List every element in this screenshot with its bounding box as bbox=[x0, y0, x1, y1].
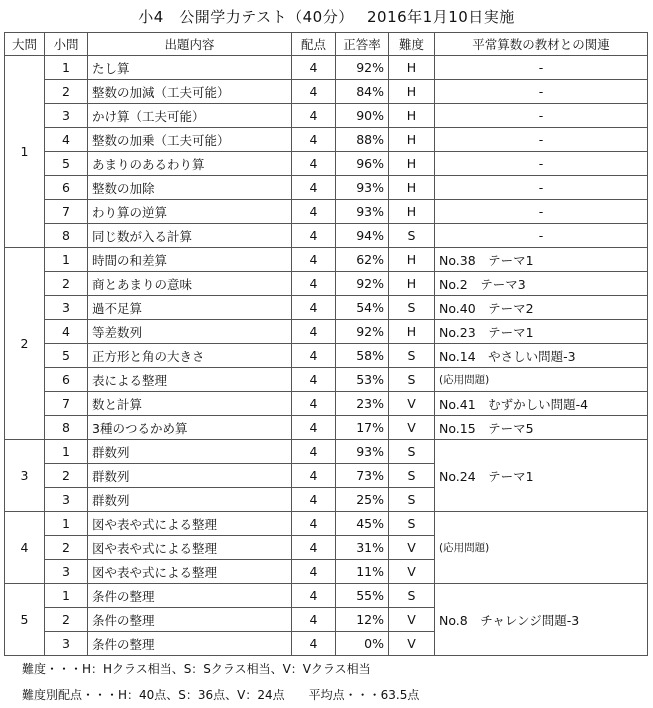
header-relation: 平常算数の教材との関連 bbox=[435, 33, 648, 56]
big-question-number: 1 bbox=[5, 56, 45, 248]
points-cell: 4 bbox=[292, 536, 336, 560]
relation-cell: No.41 むずかしい問題-4 bbox=[435, 392, 648, 416]
small-question-number: 2 bbox=[45, 608, 88, 632]
question-content: 表による整理 bbox=[88, 368, 292, 392]
correct-rate-cell: 11% bbox=[336, 560, 389, 584]
small-question-number: 6 bbox=[45, 368, 88, 392]
points-cell: 4 bbox=[292, 392, 336, 416]
table-row bbox=[5, 368, 648, 392]
relation-cell: No.15 テーマ5 bbox=[435, 416, 648, 440]
points-cell: 4 bbox=[292, 416, 336, 440]
question-content: 群数列 bbox=[88, 440, 292, 464]
question-content: 図や表や式による整理 bbox=[88, 536, 292, 560]
difficulty-cell: H bbox=[389, 176, 435, 200]
small-question-number: 4 bbox=[45, 320, 88, 344]
points-cell: 4 bbox=[292, 152, 336, 176]
correct-rate-cell: 93% bbox=[336, 440, 389, 464]
difficulty-cell: H bbox=[389, 248, 435, 272]
points-cell: 4 bbox=[292, 128, 336, 152]
table-row bbox=[5, 80, 648, 104]
correct-rate-cell: 92% bbox=[336, 56, 389, 80]
question-content: 条件の整理 bbox=[88, 608, 292, 632]
difficulty-cell: H bbox=[389, 56, 435, 80]
small-question-number: 2 bbox=[45, 80, 88, 104]
table-row bbox=[5, 248, 648, 272]
question-content: 群数列 bbox=[88, 464, 292, 488]
relation-cell: No.14 やさしい問題-3 bbox=[435, 344, 648, 368]
small-question-number: 1 bbox=[45, 56, 88, 80]
small-question-number: 2 bbox=[45, 464, 88, 488]
correct-rate-cell: 12% bbox=[336, 608, 389, 632]
table-row bbox=[5, 416, 648, 440]
correct-rate-cell: 93% bbox=[336, 176, 389, 200]
big-question-number: 3 bbox=[5, 440, 45, 512]
header-small-question: 小問 bbox=[45, 33, 88, 56]
question-content: 過不足算 bbox=[88, 296, 292, 320]
correct-rate-cell: 73% bbox=[336, 464, 389, 488]
difficulty-cell: S bbox=[389, 224, 435, 248]
points-cell: 4 bbox=[292, 296, 336, 320]
small-question-number: 3 bbox=[45, 560, 88, 584]
points-cell: 4 bbox=[292, 512, 336, 536]
correct-rate-cell: 92% bbox=[336, 272, 389, 296]
table-row bbox=[5, 176, 648, 200]
difficulty-cell: H bbox=[389, 152, 435, 176]
points-cell: 4 bbox=[292, 224, 336, 248]
correct-rate-cell: 55% bbox=[336, 584, 389, 608]
small-question-number: 1 bbox=[45, 584, 88, 608]
difficulty-cell: S bbox=[389, 344, 435, 368]
difficulty-cell: H bbox=[389, 320, 435, 344]
correct-rate-cell: 17% bbox=[336, 416, 389, 440]
small-question-number: 2 bbox=[45, 272, 88, 296]
relation-cell: - bbox=[435, 224, 648, 248]
question-content: 整数の加除 bbox=[88, 176, 292, 200]
difficulty-cell: V bbox=[389, 536, 435, 560]
relation-cell: - bbox=[435, 200, 648, 224]
difficulty-cell: S bbox=[389, 296, 435, 320]
relation-cell: No.38 テーマ1 bbox=[435, 248, 648, 272]
points-cell: 4 bbox=[292, 440, 336, 464]
small-question-number: 5 bbox=[45, 344, 88, 368]
relation-cell: - bbox=[435, 128, 648, 152]
question-content: 3種のつるかめ算 bbox=[88, 416, 292, 440]
difficulty-cell: H bbox=[389, 200, 435, 224]
table-row bbox=[5, 392, 648, 416]
correct-rate-cell: 94% bbox=[336, 224, 389, 248]
correct-rate-cell: 45% bbox=[336, 512, 389, 536]
difficulty-cell: S bbox=[389, 512, 435, 536]
correct-rate-cell: 88% bbox=[336, 128, 389, 152]
header-big-question: 大問 bbox=[5, 33, 45, 56]
table-row bbox=[5, 320, 648, 344]
header-points: 配点 bbox=[292, 33, 336, 56]
small-question-number: 1 bbox=[45, 512, 88, 536]
question-content: 等差数列 bbox=[88, 320, 292, 344]
difficulty-cell: S bbox=[389, 488, 435, 512]
points-cell: 4 bbox=[292, 560, 336, 584]
small-question-number: 1 bbox=[45, 248, 88, 272]
difficulty-cell: S bbox=[389, 584, 435, 608]
points-cell: 4 bbox=[292, 464, 336, 488]
question-content: 群数列 bbox=[88, 488, 292, 512]
relation-cell: - bbox=[435, 176, 648, 200]
small-question-number: 1 bbox=[45, 440, 88, 464]
difficulty-legend: 難度・・・H：Hクラス相当、S：Sクラス相当、V：Vクラス相当 bbox=[22, 662, 371, 676]
correct-rate-cell: 23% bbox=[336, 392, 389, 416]
correct-rate-cell: 0% bbox=[336, 632, 389, 656]
correct-rate-cell: 25% bbox=[336, 488, 389, 512]
difficulty-cell: H bbox=[389, 272, 435, 296]
results-table bbox=[4, 32, 648, 656]
question-content: かけ算（工夫可能） bbox=[88, 104, 292, 128]
relation-cell: (応用問題) bbox=[435, 512, 648, 584]
points-cell: 4 bbox=[292, 488, 336, 512]
question-content: あまりのあるわり算 bbox=[88, 152, 292, 176]
question-content: 商とあまりの意味 bbox=[88, 272, 292, 296]
correct-rate-cell: 90% bbox=[336, 104, 389, 128]
big-question-number: 5 bbox=[5, 584, 45, 656]
small-question-number: 3 bbox=[45, 632, 88, 656]
question-content: 条件の整理 bbox=[88, 584, 292, 608]
points-cell: 4 bbox=[292, 176, 336, 200]
question-content: 時間の和差算 bbox=[88, 248, 292, 272]
table-row bbox=[5, 56, 648, 80]
header-correct-rate: 正答率 bbox=[336, 33, 389, 56]
correct-rate-cell: 54% bbox=[336, 296, 389, 320]
table-row bbox=[5, 584, 648, 608]
correct-rate-cell: 93% bbox=[336, 200, 389, 224]
relation-cell: (応用問題) bbox=[435, 368, 648, 392]
correct-rate-cell: 84% bbox=[336, 80, 389, 104]
correct-rate-cell: 96% bbox=[336, 152, 389, 176]
question-content: 同じ数が入る計算 bbox=[88, 224, 292, 248]
table-row bbox=[5, 440, 648, 464]
notes bbox=[22, 656, 419, 708]
correct-rate-cell: 53% bbox=[336, 368, 389, 392]
small-question-number: 3 bbox=[45, 104, 88, 128]
points-summary: 難度別配点・・・H：40点、S：36点、V：24点 平均点・・・63.5点 bbox=[22, 688, 420, 702]
small-question-number: 7 bbox=[45, 200, 88, 224]
relation-cell: No.40 テーマ2 bbox=[435, 296, 648, 320]
table-row bbox=[5, 200, 648, 224]
difficulty-cell: S bbox=[389, 440, 435, 464]
relation-cell: No.8 チャレンジ問題-3 bbox=[435, 584, 648, 656]
correct-rate-cell: 31% bbox=[336, 536, 389, 560]
relation-cell: No.2 テーマ3 bbox=[435, 272, 648, 296]
difficulty-cell: H bbox=[389, 80, 435, 104]
relation-cell: No.23 テーマ1 bbox=[435, 320, 648, 344]
header-row bbox=[5, 33, 648, 56]
header-content: 出題内容 bbox=[88, 33, 292, 56]
small-question-number: 2 bbox=[45, 536, 88, 560]
difficulty-cell: S bbox=[389, 464, 435, 488]
difficulty-cell: V bbox=[389, 392, 435, 416]
question-content: 図や表や式による整理 bbox=[88, 560, 292, 584]
big-question-number: 4 bbox=[5, 512, 45, 584]
big-question-number: 2 bbox=[5, 248, 45, 440]
question-content: 整数の加乗（工夫可能） bbox=[88, 128, 292, 152]
difficulty-cell: H bbox=[389, 104, 435, 128]
points-cell: 4 bbox=[292, 272, 336, 296]
small-question-number: 3 bbox=[45, 488, 88, 512]
question-content: 正方形と角の大きさ bbox=[88, 344, 292, 368]
points-cell: 4 bbox=[292, 80, 336, 104]
small-question-number: 8 bbox=[45, 224, 88, 248]
table-row bbox=[5, 224, 648, 248]
relation-cell: - bbox=[435, 56, 648, 80]
small-question-number: 6 bbox=[45, 176, 88, 200]
difficulty-cell: V bbox=[389, 416, 435, 440]
relation-cell: - bbox=[435, 104, 648, 128]
relation-cell: - bbox=[435, 152, 648, 176]
small-question-number: 7 bbox=[45, 392, 88, 416]
points-cell: 4 bbox=[292, 368, 336, 392]
points-cell: 4 bbox=[292, 104, 336, 128]
difficulty-cell: V bbox=[389, 632, 435, 656]
table-row bbox=[5, 128, 648, 152]
points-cell: 4 bbox=[292, 632, 336, 656]
difficulty-cell: H bbox=[389, 128, 435, 152]
header-difficulty: 難度 bbox=[389, 33, 435, 56]
table-row bbox=[5, 152, 648, 176]
table-row bbox=[5, 344, 648, 368]
small-question-number: 3 bbox=[45, 296, 88, 320]
table-row bbox=[5, 512, 648, 536]
relation-cell: - bbox=[435, 80, 648, 104]
correct-rate-cell: 58% bbox=[336, 344, 389, 368]
relation-cell: No.24 テーマ1 bbox=[435, 440, 648, 512]
points-cell: 4 bbox=[292, 608, 336, 632]
points-cell: 4 bbox=[292, 584, 336, 608]
question-content: わり算の逆算 bbox=[88, 200, 292, 224]
small-question-number: 5 bbox=[45, 152, 88, 176]
page-title: 小4 公開学力テスト（40分） 2016年1月10日実施 bbox=[138, 8, 515, 26]
question-content: 整数の加減（工夫可能） bbox=[88, 80, 292, 104]
points-cell: 4 bbox=[292, 200, 336, 224]
correct-rate-cell: 92% bbox=[336, 320, 389, 344]
table-row bbox=[5, 272, 648, 296]
small-question-number: 4 bbox=[45, 128, 88, 152]
question-content: 条件の整理 bbox=[88, 632, 292, 656]
correct-rate-cell: 62% bbox=[336, 248, 389, 272]
small-question-number: 8 bbox=[45, 416, 88, 440]
table-row bbox=[5, 104, 648, 128]
points-cell: 4 bbox=[292, 56, 336, 80]
difficulty-cell: V bbox=[389, 608, 435, 632]
table-row bbox=[5, 296, 648, 320]
question-content: 数と計算 bbox=[88, 392, 292, 416]
points-cell: 4 bbox=[292, 344, 336, 368]
question-content: たし算 bbox=[88, 56, 292, 80]
points-cell: 4 bbox=[292, 320, 336, 344]
question-content: 図や表や式による整理 bbox=[88, 512, 292, 536]
difficulty-cell: S bbox=[389, 368, 435, 392]
difficulty-cell: V bbox=[389, 560, 435, 584]
points-cell: 4 bbox=[292, 248, 336, 272]
